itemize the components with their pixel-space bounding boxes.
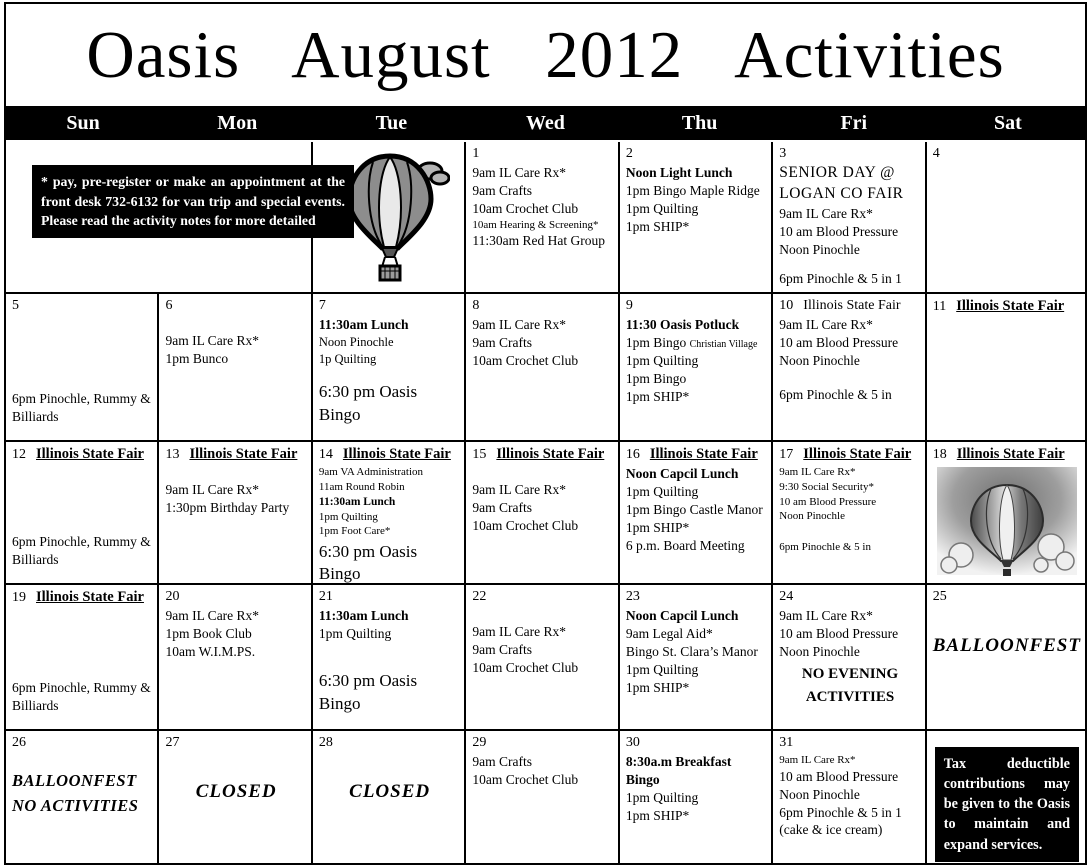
activity-item: 9am Crafts xyxy=(472,754,532,770)
cell-header xyxy=(165,297,306,315)
calendar-grid xyxy=(6,140,1085,863)
activity-item: 9am VA Administration xyxy=(318,466,424,479)
cell-aug-24 xyxy=(773,585,924,729)
cell-aug-10 xyxy=(773,294,924,440)
cell-header xyxy=(626,734,767,752)
day-number: 18 xyxy=(932,447,947,462)
activity-item: 1pm Quilting xyxy=(318,626,392,642)
activity-item: 6pm Pinochle, Rummy & Billiards xyxy=(12,391,151,425)
spacer xyxy=(12,753,153,769)
activity-item: BALLOONFEST xyxy=(932,635,1081,657)
cell-header xyxy=(472,588,613,606)
activity-item: 11:30am Lunch xyxy=(318,608,409,624)
cell-header xyxy=(779,588,920,606)
spacer xyxy=(165,316,306,332)
activity-item: 9am IL Care Rx* xyxy=(472,482,566,498)
activity-item: 1:30pm Birthday Party xyxy=(165,500,290,516)
day-number: 10 xyxy=(779,298,794,313)
cell-aug-2 xyxy=(620,142,771,292)
activity-item: 1p Quilting xyxy=(318,351,377,366)
activity-item: 10am Crochet Club xyxy=(472,353,579,369)
day-number: 22 xyxy=(472,589,487,604)
cell-aug-26 xyxy=(6,731,157,863)
spacer xyxy=(472,465,613,481)
day-number: 8 xyxy=(472,298,480,313)
calendar-frame xyxy=(4,2,1087,865)
activity-item: 9am Crafts xyxy=(472,642,532,658)
cell-aug-23 xyxy=(620,585,771,729)
day-number: 28 xyxy=(318,735,333,750)
cell-header xyxy=(165,445,306,464)
day-header-sun: Sun xyxy=(66,111,100,134)
activity-item: NO ACTIVITIES xyxy=(12,796,139,816)
activity-item: CLOSED xyxy=(349,781,431,803)
spacer xyxy=(165,465,306,481)
cell-header xyxy=(319,734,460,752)
day-title: Illinois State Fair xyxy=(956,446,1065,462)
cell-aug-28 xyxy=(313,731,464,863)
activity-item: 9am Crafts xyxy=(472,335,532,351)
activity-item: 6pm Pinochle, Rummy & Billiards xyxy=(12,534,151,568)
day-number: 12 xyxy=(12,447,26,462)
cell-aug-15 xyxy=(466,442,617,583)
day-number: 14 xyxy=(318,447,333,462)
activity-item: 6pm Pinochle & 5 in 1 xyxy=(779,804,902,820)
day-header-thu: Thu xyxy=(681,111,718,134)
cell-header xyxy=(165,588,306,606)
cell-aug-31 xyxy=(773,731,924,863)
activity-item: 1pm Bunco xyxy=(165,351,229,367)
cell-aug-16 xyxy=(620,442,771,583)
activity-item: Noon Capcil Lunch xyxy=(625,608,739,624)
cell-aug-29 xyxy=(466,731,617,863)
spacer xyxy=(779,370,920,386)
activity-item: 10 am Blood Pressure xyxy=(779,768,899,784)
cell-header xyxy=(12,445,153,464)
activity-item-detail: Christian Village xyxy=(689,339,758,351)
day-title: Illinois State Fair xyxy=(496,446,605,462)
day-number: 1 xyxy=(472,146,480,161)
activity-item: 6:30 pm Oasis Bingo xyxy=(318,541,418,584)
activity-item: 9:30 Social Security* xyxy=(779,480,874,493)
cell-header xyxy=(319,588,460,606)
cell-aug-3 xyxy=(773,142,924,292)
cell-aug-21 xyxy=(313,585,464,729)
day-header-sat: Sat xyxy=(994,111,1022,134)
cell-header xyxy=(779,445,920,464)
cell-header xyxy=(626,297,767,315)
cell-header xyxy=(933,445,1081,464)
day-number: 27 xyxy=(165,735,180,750)
day-number: 23 xyxy=(625,589,640,604)
cell-header xyxy=(12,734,153,752)
activity-item: 9am IL Care Rx* xyxy=(472,165,566,181)
cell-aug-4 xyxy=(927,142,1085,292)
day-header-row xyxy=(6,106,1085,140)
activity-item: Noon Pinochle xyxy=(779,644,860,660)
activity-item: Noon Pinochle xyxy=(779,510,845,523)
day-title: Illinois State Fair xyxy=(803,446,912,462)
cell-aug-22 xyxy=(466,585,617,729)
activity-item: 10 am Blood Pressure xyxy=(779,335,899,351)
day-title: Illinois State Fair xyxy=(649,446,758,462)
cell-aug-12 xyxy=(6,442,157,583)
cell-aug-1 xyxy=(466,142,617,292)
day-number: 19 xyxy=(12,590,26,605)
register-note-cell xyxy=(6,142,345,292)
activity-item: 10am Crochet Club xyxy=(472,660,579,676)
cell-aug-18 xyxy=(927,442,1085,583)
cell-header xyxy=(319,445,460,464)
cell-aug-7 xyxy=(313,294,464,440)
activity-item: 9am Crafts xyxy=(472,183,532,199)
cell-header xyxy=(933,145,1081,163)
activity-item: 10am Crochet Club xyxy=(472,518,579,534)
activity-item: Noon Pinochle xyxy=(779,242,860,257)
cell-header xyxy=(626,588,767,606)
activity-item: 9am IL Care Rx* xyxy=(165,482,260,498)
day-number: 2 xyxy=(625,146,633,161)
activity-item: 6:30 pm Oasis Bingo xyxy=(318,382,418,424)
day-number: 25 xyxy=(932,589,947,604)
activity-item: 1pm SHIP* xyxy=(625,679,690,695)
activity-item: BALLOONFEST xyxy=(12,771,137,791)
activity-item: 1pm Quilting xyxy=(318,510,378,523)
cell-header xyxy=(626,445,767,464)
cell-header xyxy=(779,145,920,204)
cell-header xyxy=(472,297,613,315)
activity-item: 9am IL Care Rx* xyxy=(779,466,856,479)
day-header-fri: Fri xyxy=(840,111,868,134)
day-number: 13 xyxy=(165,447,180,462)
day-number: 11 xyxy=(932,299,947,314)
cell-aug-5 xyxy=(6,294,157,440)
activity-item: 1pm SHIP* xyxy=(625,519,690,535)
activity-item: 9am IL Care Rx* xyxy=(779,206,873,222)
page-title: Oasis August 2012 Activities xyxy=(86,17,1005,92)
day-title: Illinois State Fair xyxy=(36,589,144,605)
cell-header xyxy=(12,297,153,315)
day-number: 24 xyxy=(779,589,794,604)
day-title: Illinois State Fair xyxy=(342,446,451,462)
activity-item: 6:30 pm Oasis Bingo xyxy=(318,671,418,713)
activity-item: 9am IL Care Rx* xyxy=(779,608,873,624)
activity-item: 9am IL Care Rx* xyxy=(779,317,873,333)
cell-aug-30 xyxy=(620,731,771,863)
spacer xyxy=(472,607,613,623)
activity-item: 9am IL Care Rx* xyxy=(165,608,260,624)
day-title: Illinois State Fair xyxy=(36,446,144,462)
cell-aug-20 xyxy=(159,585,310,729)
activity-item: 11:30am Lunch xyxy=(318,495,396,508)
cell-aug-11 xyxy=(927,294,1085,440)
activity-item: 1pm Book Club xyxy=(165,626,252,642)
activity-item: 1pm Bingo Christian Village xyxy=(625,335,758,351)
activity-item: 11am Round Robin xyxy=(318,480,405,493)
day-number: 30 xyxy=(625,735,640,750)
activity-item: Bingo St. Clara’s Manor xyxy=(625,644,758,660)
cell-header xyxy=(319,297,460,315)
cell-aug-14 xyxy=(313,442,464,583)
day-number: 26 xyxy=(12,735,26,750)
register-note-box: * pay, pre-register or make an appointment at the front desk 732-6132 for van trip and special events. Please read the activity notes for more detailed xyxy=(32,165,354,238)
spacer xyxy=(779,524,920,540)
activity-item: 1pm Quilting xyxy=(625,484,699,500)
cell-header xyxy=(933,588,1081,606)
hot-air-balloon-sketch-icon xyxy=(933,467,1081,585)
activity-item: 9am IL Care Rx* xyxy=(472,624,566,640)
activity-item: Noon Capcil Lunch xyxy=(625,466,739,482)
activity-item: Noon Pinochle xyxy=(779,353,860,369)
cell-aug-19 xyxy=(6,585,157,729)
cell-aug-27 xyxy=(159,731,310,863)
cell-header xyxy=(472,145,613,163)
activity-item: 10am W.I.M.PS. xyxy=(165,644,256,660)
cell-aug-13 xyxy=(159,442,310,583)
cell-header xyxy=(779,297,920,315)
activity-item: 1pm Bingo Castle Manor xyxy=(625,502,763,518)
day-header-tue: Tue xyxy=(375,111,408,134)
day-number: 16 xyxy=(625,447,640,462)
activity-item: 9am IL Care Rx* xyxy=(779,754,856,767)
activity-item: (cake & ice cream) xyxy=(779,822,883,838)
cell-aug-25 xyxy=(927,585,1085,729)
day-number: 4 xyxy=(932,146,940,161)
activity-item: 6 p.m. Board Meeting xyxy=(625,537,745,553)
activity-item: 11:30am Red Hat Group xyxy=(472,233,605,249)
activity-item: CLOSED xyxy=(195,781,277,803)
day-title: Illinois State Fair xyxy=(956,298,1065,314)
activity-item: 1pm Quilting xyxy=(625,353,699,369)
activity-item: 1pm Bingo Maple Ridge xyxy=(625,183,760,199)
activity-item: 10 am Blood Pressure xyxy=(779,224,899,240)
activity-item: 1pm Quilting xyxy=(625,790,699,806)
activity-item: 10am Hearing & Screening* xyxy=(472,218,599,231)
activity-item: 8:30a.m Breakfast Bingo xyxy=(625,754,732,788)
cell-aug-9 xyxy=(620,294,771,440)
activity-item: 11:30am Lunch xyxy=(318,317,409,333)
cell-aug-8 xyxy=(466,294,617,440)
activity-item: 10am Crochet Club xyxy=(472,201,579,217)
day-number: 20 xyxy=(165,589,180,604)
cell-aug-17 xyxy=(773,442,924,583)
day-number: 5 xyxy=(12,298,19,313)
day-number: 31 xyxy=(779,735,794,750)
activity-item: 1pm SHIP* xyxy=(625,388,690,404)
activity-item: 10am Crochet Club xyxy=(472,772,579,788)
activity-item: 6pm Pinochle, Rummy & Billiards xyxy=(12,680,151,714)
day-number: 21 xyxy=(318,589,333,604)
cell-header xyxy=(779,734,920,752)
activity-item: 1pm SHIP* xyxy=(625,807,690,823)
activity-item: 1pm Quilting xyxy=(625,201,699,217)
activity-item: 6pm Pinochle & 5 in xyxy=(779,386,892,402)
activity-item: Noon Pinochle xyxy=(779,786,860,802)
day-title: Illinois State Fair xyxy=(803,298,901,313)
activity-item: 9am Legal Aid* xyxy=(625,626,713,642)
activity-item: 1pm Quilting xyxy=(625,661,699,677)
tax-note-box: Tax deductible contributions may be given to the Oasis to maintain and expand services. xyxy=(935,747,1079,862)
activity-item: 1pm Foot Care* xyxy=(318,525,391,538)
day-number: 9 xyxy=(625,298,633,313)
day-title: Illinois State Fair xyxy=(189,446,298,462)
activity-item: 6pm Pinochle & 5 in xyxy=(779,540,871,553)
cell-aug-6 xyxy=(159,294,310,440)
day-number: 29 xyxy=(472,735,487,750)
day-number: 6 xyxy=(165,298,173,313)
activity-item: 9am Crafts xyxy=(472,500,532,516)
activity-item: NO EVENING ACTIVITIES xyxy=(801,665,899,706)
day-header-wed: Wed xyxy=(526,111,565,134)
cell-header xyxy=(933,297,1081,316)
activity-item: 10 am Blood Pressure xyxy=(779,495,877,508)
activity-item: Noon Light Lunch xyxy=(625,165,733,181)
activity-item: 6pm Pinochle & 5 in 1 xyxy=(779,271,902,287)
cell-header xyxy=(472,445,613,464)
cell-header xyxy=(626,145,767,163)
activity-item: 9am IL Care Rx* xyxy=(165,333,260,349)
activity-item: 1pm Bingo xyxy=(625,370,687,386)
spacer xyxy=(779,259,920,270)
day-number: 7 xyxy=(318,298,326,313)
cell-header xyxy=(12,588,153,607)
activity-item: 11:30 Oasis Potluck xyxy=(625,317,740,333)
tax-note-cell xyxy=(927,731,1085,863)
day-title: SENIOR DAY @ LOGAN CO FAIR xyxy=(779,164,904,202)
cell-header xyxy=(472,734,613,752)
cell-header xyxy=(165,734,306,752)
day-number: 3 xyxy=(779,146,787,161)
day-number: 15 xyxy=(472,447,487,462)
activity-item: 10 am Blood Pressure xyxy=(779,626,899,642)
day-header-mon: Mon xyxy=(217,111,258,134)
activity-item: Noon Pinochle xyxy=(318,335,394,350)
activity-item: 9am IL Care Rx* xyxy=(472,317,566,333)
activity-item: 1pm SHIP* xyxy=(625,218,690,234)
day-number: 17 xyxy=(779,447,794,462)
